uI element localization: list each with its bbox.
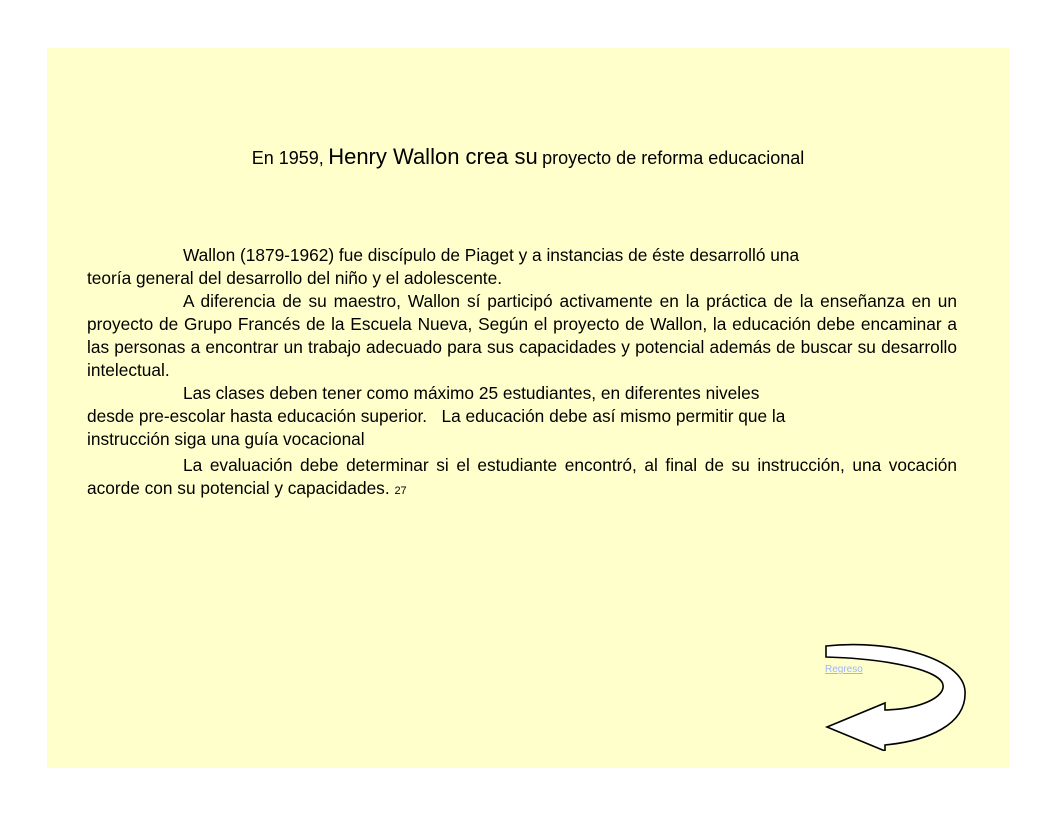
paragraph-3-line-3: instrucción siga una guía vocacional bbox=[87, 429, 365, 449]
slide-title bbox=[47, 144, 1009, 170]
body-text bbox=[87, 244, 957, 503]
paragraph-3-line-2: desde pre-escolar hasta educación superior. La educación debe así mismo permitir que la bbox=[87, 406, 786, 426]
paragraph-3-line-1: Las clases deben tener como máximo 25 estudiantes, en diferentes niveles bbox=[183, 383, 760, 403]
paragraph-4 bbox=[87, 454, 957, 503]
paragraph-1-line-1: Wallon (1879-1962) fue discípulo de Piaget y a instancias de éste desarrolló una bbox=[183, 245, 800, 265]
title-topic: proyecto de reforma educacional bbox=[542, 148, 805, 168]
reference-number: 27 bbox=[394, 485, 407, 497]
slide bbox=[47, 48, 1009, 768]
title-year: En 1959, bbox=[251, 148, 324, 168]
back-label[interactable]: Regreso bbox=[825, 664, 863, 675]
paragraph-1-line-2: teoría general del desarrollo del niño y el adolescente. bbox=[87, 268, 503, 288]
paragraph-4-text: La evaluación debe determinar si el estudiante encontró, al final de su instrucción, una vocación acorde con su potencial y capacidades. bbox=[87, 455, 957, 498]
curved-arrow-left-icon bbox=[823, 641, 973, 751]
title-subject: Henry Wallon crea su bbox=[328, 144, 538, 169]
paragraph-2: A diferencia de su maestro, Wallon sí participó activamente en la práctica de la enseñanza en un proyecto de Grupo Francés de la Escuela Nueva, Según el proyecto de Wallon, la educación debe encaminar a las personas a encontrar un trabajo adecuado para sus capacidades y potencial además de buscar su desarrollo intelectual. bbox=[87, 291, 957, 380]
back-button[interactable] bbox=[823, 641, 973, 751]
